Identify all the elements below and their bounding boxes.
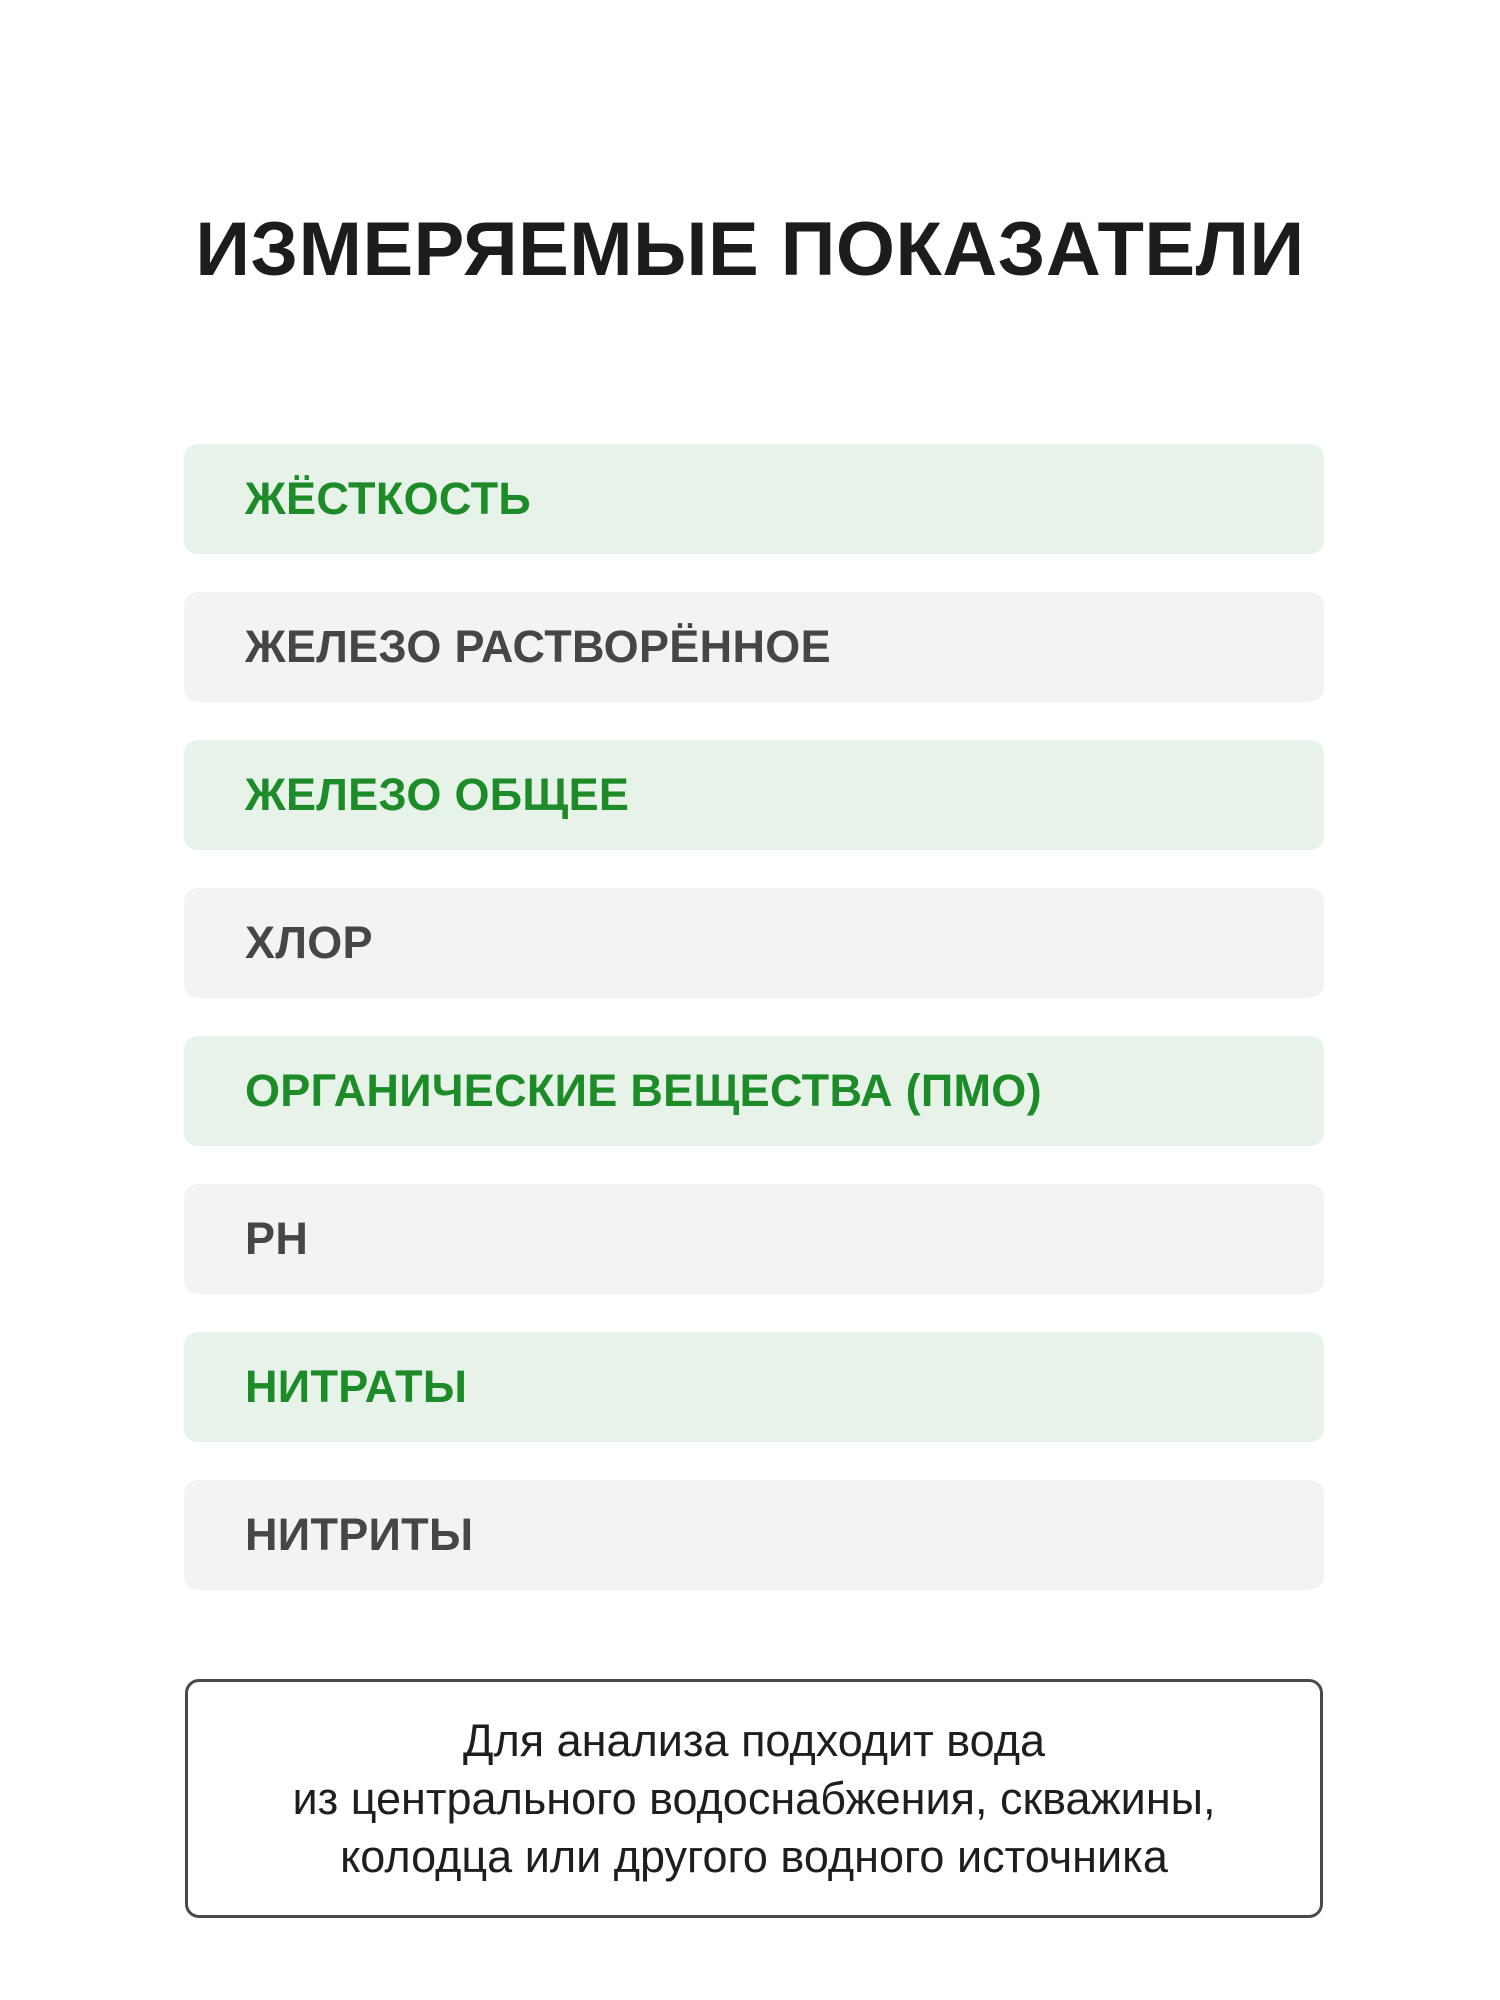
indicator-list	[184, 444, 1324, 1628]
water-source-note	[185, 1679, 1323, 1918]
indicator-item-dissolved-iron: ЖЕЛЕЗО РАСТВОРЁННОЕ	[184, 592, 1324, 702]
indicator-item-nitrites: НИТРИТЫ	[184, 1480, 1324, 1590]
indicator-item-chlorine: ХЛОР	[184, 888, 1324, 998]
note-line: колодца или другого водного источника	[340, 1830, 1168, 1882]
indicator-item-hardness: ЖЁСТКОСТЬ	[184, 444, 1324, 554]
indicator-item-ph: PH	[184, 1184, 1324, 1294]
page-title: ИЗМЕРЯЕМЫЕ ПОКАЗАТЕЛИ	[195, 207, 1305, 292]
indicator-item-nitrates: НИТРАТЫ	[184, 1332, 1324, 1442]
note-line: из центрального водоснабжения, скважины,	[292, 1772, 1216, 1824]
indicator-item-organic-matter: ОРГАНИЧЕСКИЕ ВЕЩЕСТВА (ПМО)	[184, 1036, 1324, 1146]
indicator-item-total-iron: ЖЕЛЕЗО ОБЩЕЕ	[184, 740, 1324, 850]
note-line: Для анализа подходит вода	[463, 1714, 1045, 1766]
